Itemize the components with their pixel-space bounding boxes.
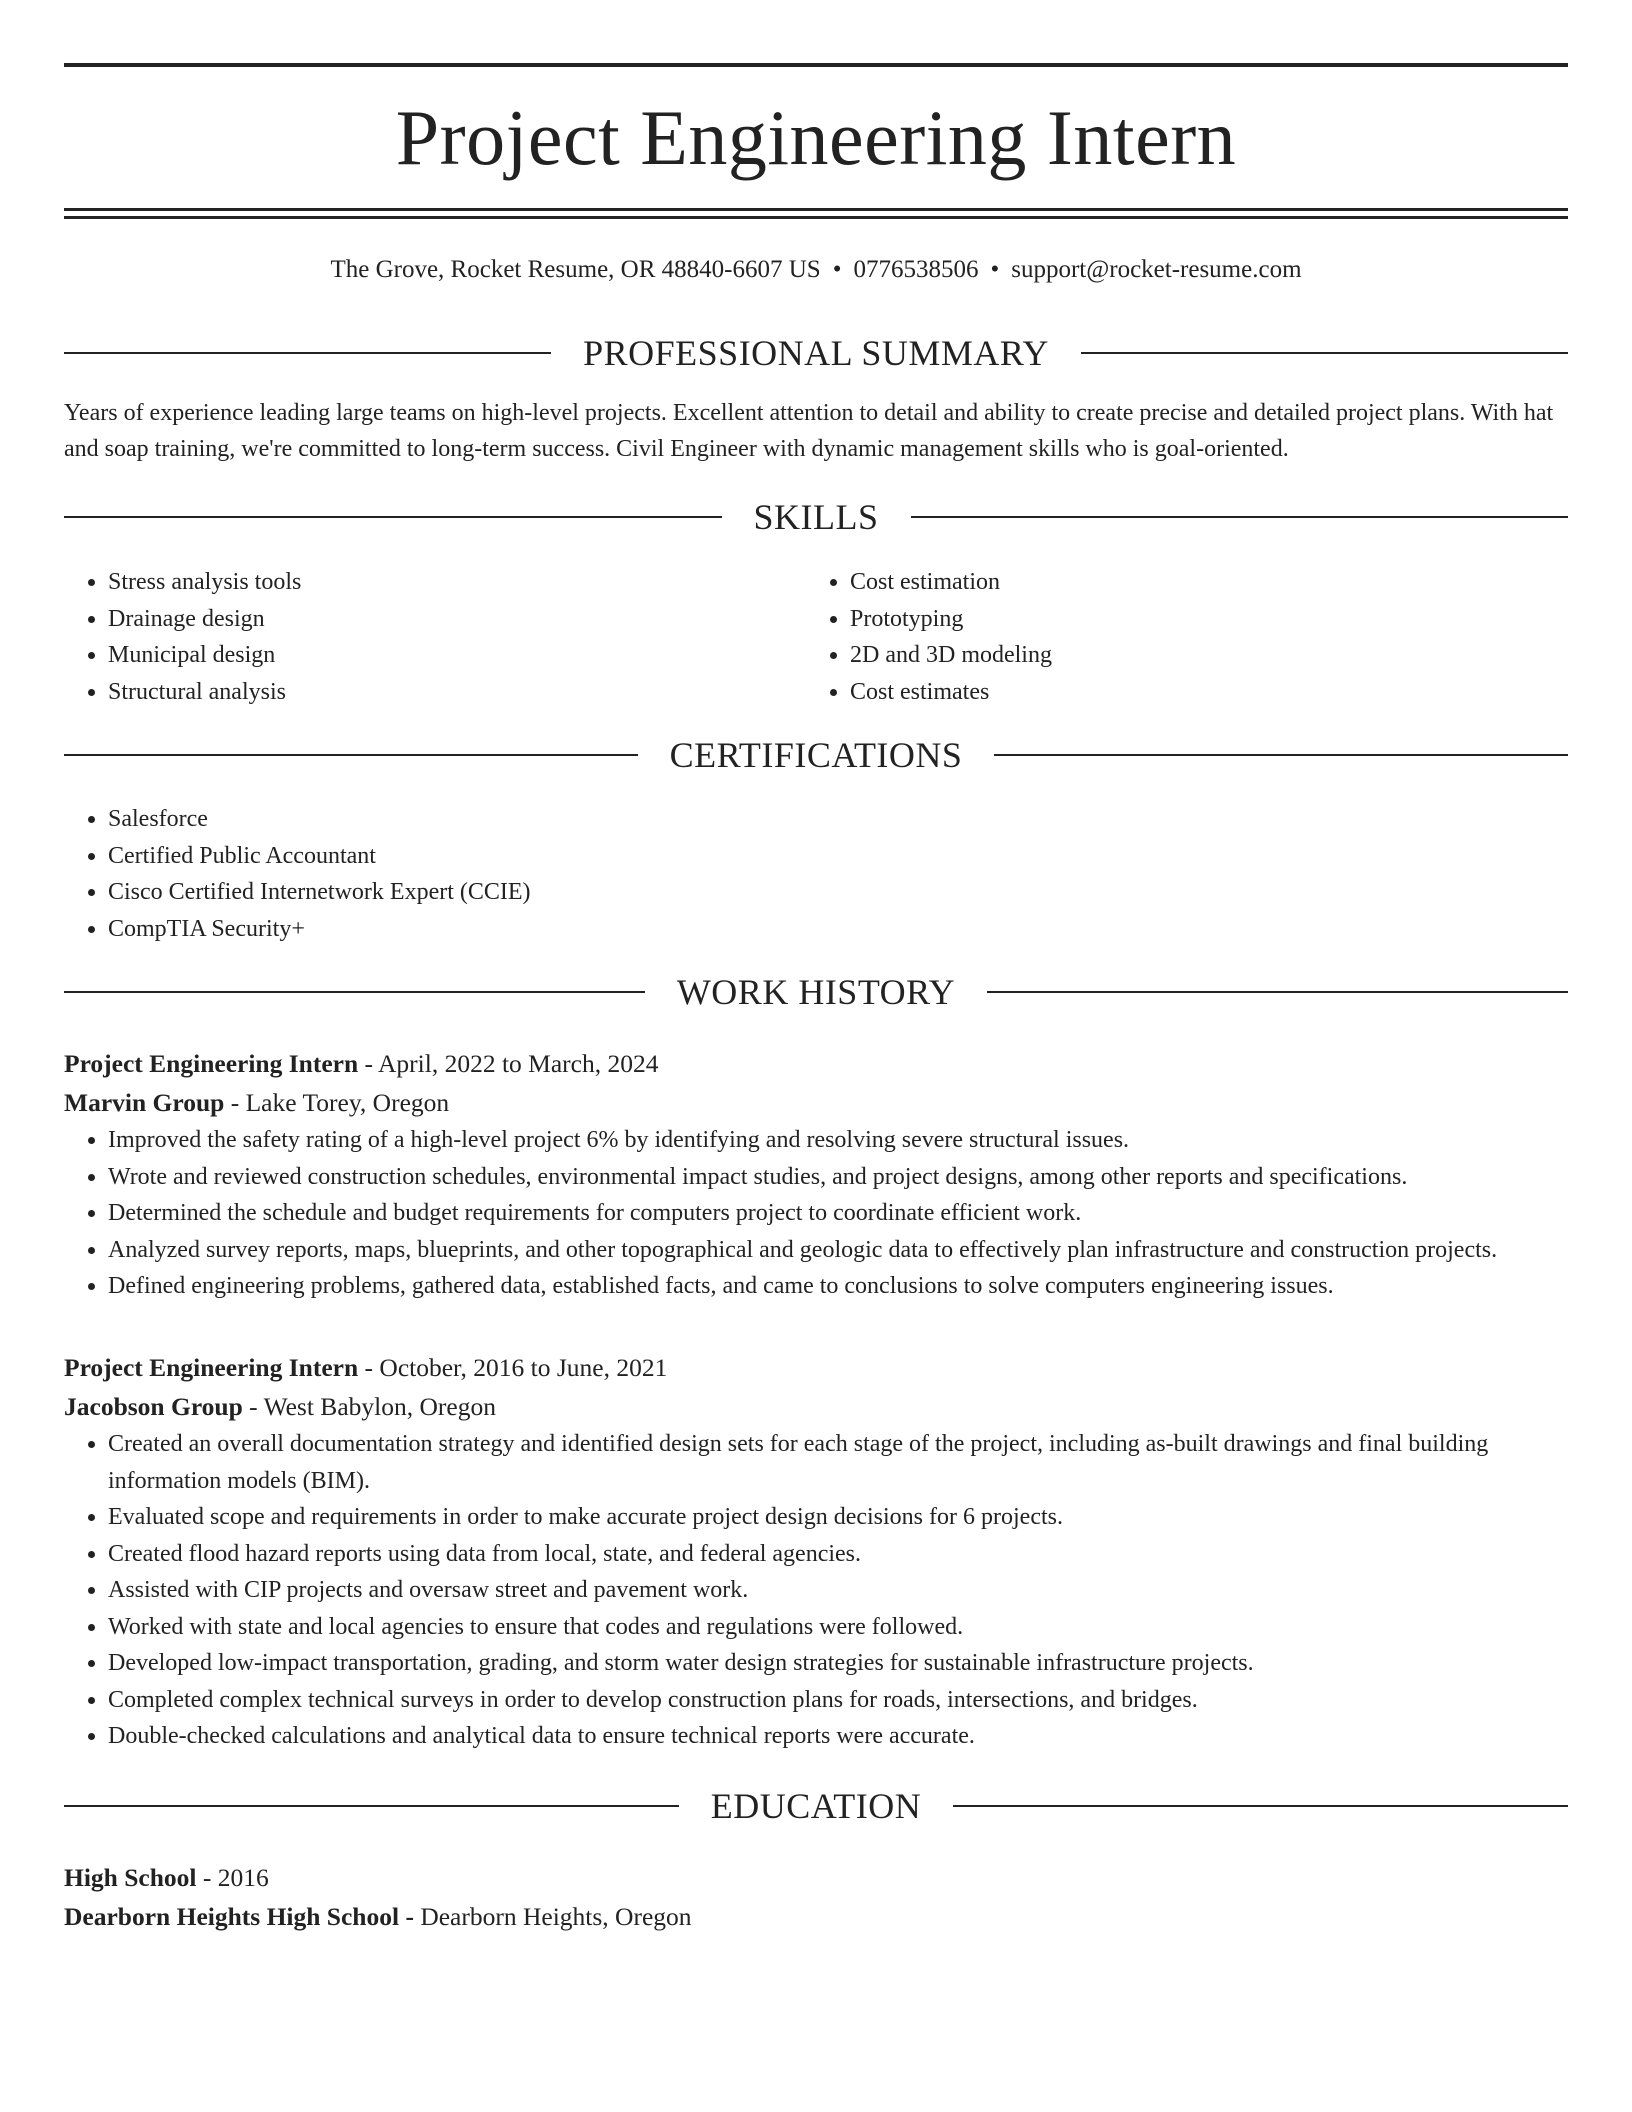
section-rule (911, 516, 1569, 518)
contact-phone: 0776538506 (853, 256, 979, 283)
section-rule (64, 1805, 679, 1807)
job-company-line (64, 1387, 1568, 1426)
job-bullet: • Created an overall documentation strategy and identified design sets for each stage of the project, including as-built drawings and final building information models (BIM). (108, 1426, 1568, 1499)
contact-address: The Grove, Rocket Resume, OR 48840-6607 US (330, 256, 821, 283)
job-company-line (64, 1083, 1568, 1122)
job-bullets (64, 1122, 1568, 1305)
job-title: Project Engineering Intern (64, 1353, 359, 1382)
job-bullet: • Completed complex technical surveys in order to develop construction plans for roads, intersections, and bridges. (108, 1682, 1568, 1719)
job-bullets (64, 1426, 1568, 1755)
education-location: Dearborn Heights, Oregon (420, 1902, 692, 1931)
skills-list (64, 564, 1568, 710)
section-rule (64, 352, 551, 354)
section-header-certifications (64, 733, 1568, 777)
top-rule (64, 63, 1568, 67)
job-dates: - April, 2022 to March, 2024 (358, 1049, 659, 1078)
education-entry (64, 1858, 1568, 1936)
section-title-work-history: WORK HISTORY (676, 972, 956, 1012)
contact-line (64, 254, 1568, 286)
skill-item: • Structural analysis (108, 674, 806, 711)
page-title: Project Engineering Intern (395, 94, 1237, 181)
certification-item: • Certified Public Accountant (108, 838, 1568, 875)
section-rule (64, 754, 638, 756)
education-school: Dearborn Heights High School (64, 1902, 400, 1931)
section-rule (64, 991, 645, 993)
section-rule (953, 1805, 1568, 1807)
section-title-education: EDUCATION (710, 1786, 922, 1826)
job-bullet: • Evaluated scope and requirements in order to make accurate project design decisions for 6 projects. (108, 1499, 1568, 1536)
skills-column-left (64, 564, 806, 710)
section-header-work-history (64, 970, 1568, 1014)
job-bullet: • Worked with state and local agencies to ensure that codes and regulations were followed. (108, 1609, 1568, 1646)
skills-column-right (806, 564, 1052, 710)
certification-item: • CompTIA Security+ (108, 911, 1568, 948)
job-bullet: • Created flood hazard reports using data from local, state, and federal agencies. (108, 1536, 1568, 1573)
job-bullet: • Double-checked calculations and analytical data to ensure technical reports were accurate. (108, 1718, 1568, 1755)
education-year: - 2016 (196, 1863, 269, 1892)
certification-item: • Salesforce (108, 801, 1568, 838)
job-entry (64, 1348, 1568, 1755)
job-dates: - October, 2016 to June, 2021 (358, 1353, 668, 1382)
education-degree-line (64, 1858, 1568, 1897)
education-location-prefix: - (399, 1902, 421, 1931)
job-location: - West Babylon, Oregon (242, 1392, 496, 1421)
skill-item: • Drainage design (108, 601, 806, 638)
skill-item: • Cost estimation (850, 564, 1052, 601)
section-rule (994, 754, 1568, 756)
section-header-skills (64, 495, 1568, 539)
skill-item: • Cost estimates (850, 674, 1052, 711)
summary-text: Years of experience leading large teams on high-level projects. Excellent attention to detail and ability to create precise and detailed project plans. With hat and soap training, we're committed to long-term success. Civil Engineer with dynamic management skills who is goal-oriented. (64, 400, 1554, 462)
certifications-list (64, 801, 1568, 947)
contact-email: support@rocket-resume.com (1011, 256, 1302, 283)
section-rule (987, 991, 1568, 993)
job-bullet: • Developed low-impact transportation, grading, and storm water design strategies for sustainable infrastructure projects. (108, 1645, 1568, 1682)
contact-separator: • (832, 256, 842, 283)
title-double-rule (64, 208, 1568, 219)
section-rule (1081, 352, 1568, 354)
section-title-summary: PROFESSIONAL SUMMARY (583, 333, 1049, 373)
contact-separator: • (990, 256, 1000, 283)
job-location: - Lake Torey, Oregon (224, 1088, 450, 1117)
certification-item: • Cisco Certified Internetwork Expert (CCIE) (108, 874, 1568, 911)
education-degree: High School (64, 1863, 197, 1892)
job-bullet: • Determined the schedule and budget requirements for computers project to coordinate efficient work. (108, 1195, 1568, 1232)
section-header-education (64, 1784, 1568, 1828)
skill-item: • 2D and 3D modeling (850, 637, 1052, 674)
job-bullet: • Defined engineering problems, gathered data, established facts, and came to conclusions to solve computers engineering issues. (108, 1268, 1568, 1305)
job-title-line (64, 1348, 1568, 1387)
job-company: Marvin Group (64, 1088, 225, 1117)
section-rule (64, 516, 722, 518)
job-bullet: • Analyzed survey reports, maps, blueprints, and other topographical and geologic data to effectively plan infrastructure and construction projects. (108, 1232, 1568, 1269)
section-header-summary (64, 331, 1568, 375)
job-company: Jacobson Group (64, 1392, 243, 1421)
job-bullet: • Assisted with CIP projects and oversaw street and pavement work. (108, 1572, 1568, 1609)
skill-item: • Municipal design (108, 637, 806, 674)
job-bullet: • Wrote and reviewed construction schedules, environmental impact studies, and project designs, among other reports and specifications. (108, 1159, 1568, 1196)
education-school-line (64, 1897, 1568, 1936)
skill-item: • Stress analysis tools (108, 564, 806, 601)
section-title-skills: SKILLS (753, 497, 879, 537)
job-bullet: • Improved the safety rating of a high-level project 6% by identifying and resolving severe structural issues. (108, 1122, 1568, 1159)
job-entry (64, 1044, 1568, 1305)
job-title: Project Engineering Intern (64, 1049, 359, 1078)
section-title-certifications: CERTIFICATIONS (669, 735, 963, 775)
job-title-line (64, 1044, 1568, 1083)
skill-item: • Prototyping (850, 601, 1052, 638)
